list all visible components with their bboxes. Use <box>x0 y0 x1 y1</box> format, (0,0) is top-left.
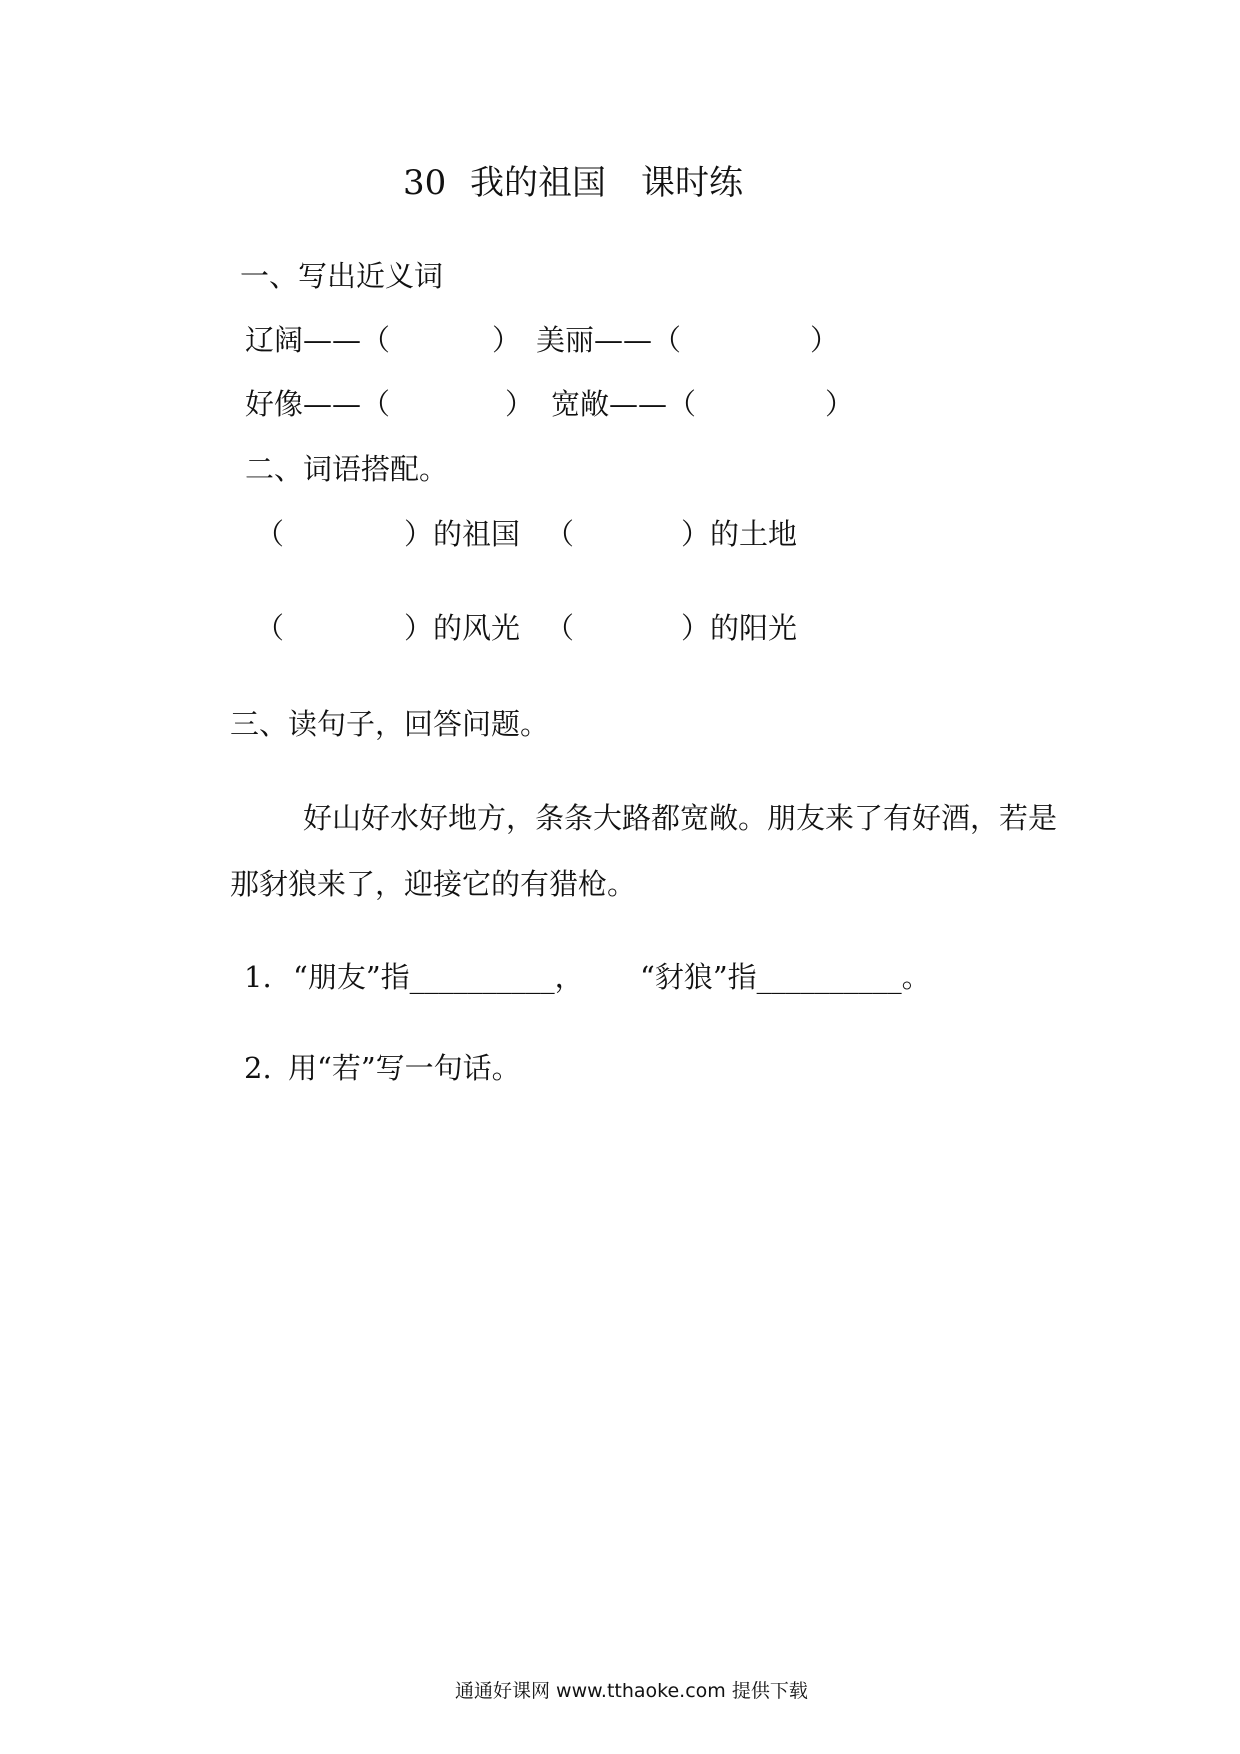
passage-line: 那豺狼来了，迎接它的有猎枪。 <box>230 867 637 901</box>
collocation-open: （ <box>255 517 285 551</box>
collocation-suffix: ）的土地 <box>681 517 798 551</box>
synonym-answer-close: ） <box>505 387 535 421</box>
passage-line: 好山好水好地方，条条大路都宽敞。朋友来了有好酒，若是 <box>303 801 1058 835</box>
synonym-answer-close: ） <box>492 323 522 357</box>
collocation-suffix: ）的风光 <box>404 611 521 645</box>
collocation-open: （ <box>545 517 575 551</box>
question-1-part1: “朋友”指__________， <box>293 960 584 994</box>
synonym-word: 宽敞——（ <box>551 387 697 421</box>
synonym-word: 美丽——（ <box>536 323 682 357</box>
question-1-part2: “豺狼”指__________。 <box>640 960 931 994</box>
collocation-suffix: ）的阳光 <box>681 611 798 645</box>
collocation-open: （ <box>255 611 285 645</box>
question-1-number: 1. <box>244 960 272 994</box>
title-lesson: 我的祖国 <box>470 163 606 203</box>
section1-heading: 一、写出近义词 <box>240 259 444 293</box>
collocation-suffix: ）的祖国 <box>404 517 521 551</box>
question-2-text: 用“若”写一句话。 <box>288 1051 521 1085</box>
section3-heading: 三、读句子，回答问题。 <box>230 707 550 741</box>
question-2-number: 2. <box>244 1051 272 1085</box>
synonym-answer-close: ） <box>810 323 840 357</box>
section2-heading: 二、词语搭配。 <box>245 452 449 486</box>
title-number: 30 <box>403 163 447 203</box>
synonym-word: 辽阔——（ <box>245 323 391 357</box>
synonym-answer-close: ） <box>825 387 855 421</box>
synonym-word: 好像——（ <box>245 387 391 421</box>
title-label: 课时练 <box>641 163 743 203</box>
collocation-open: （ <box>545 611 575 645</box>
footer-credit: 通通好课网 www.tthaoke.com 提供下载 <box>455 1680 808 1702</box>
